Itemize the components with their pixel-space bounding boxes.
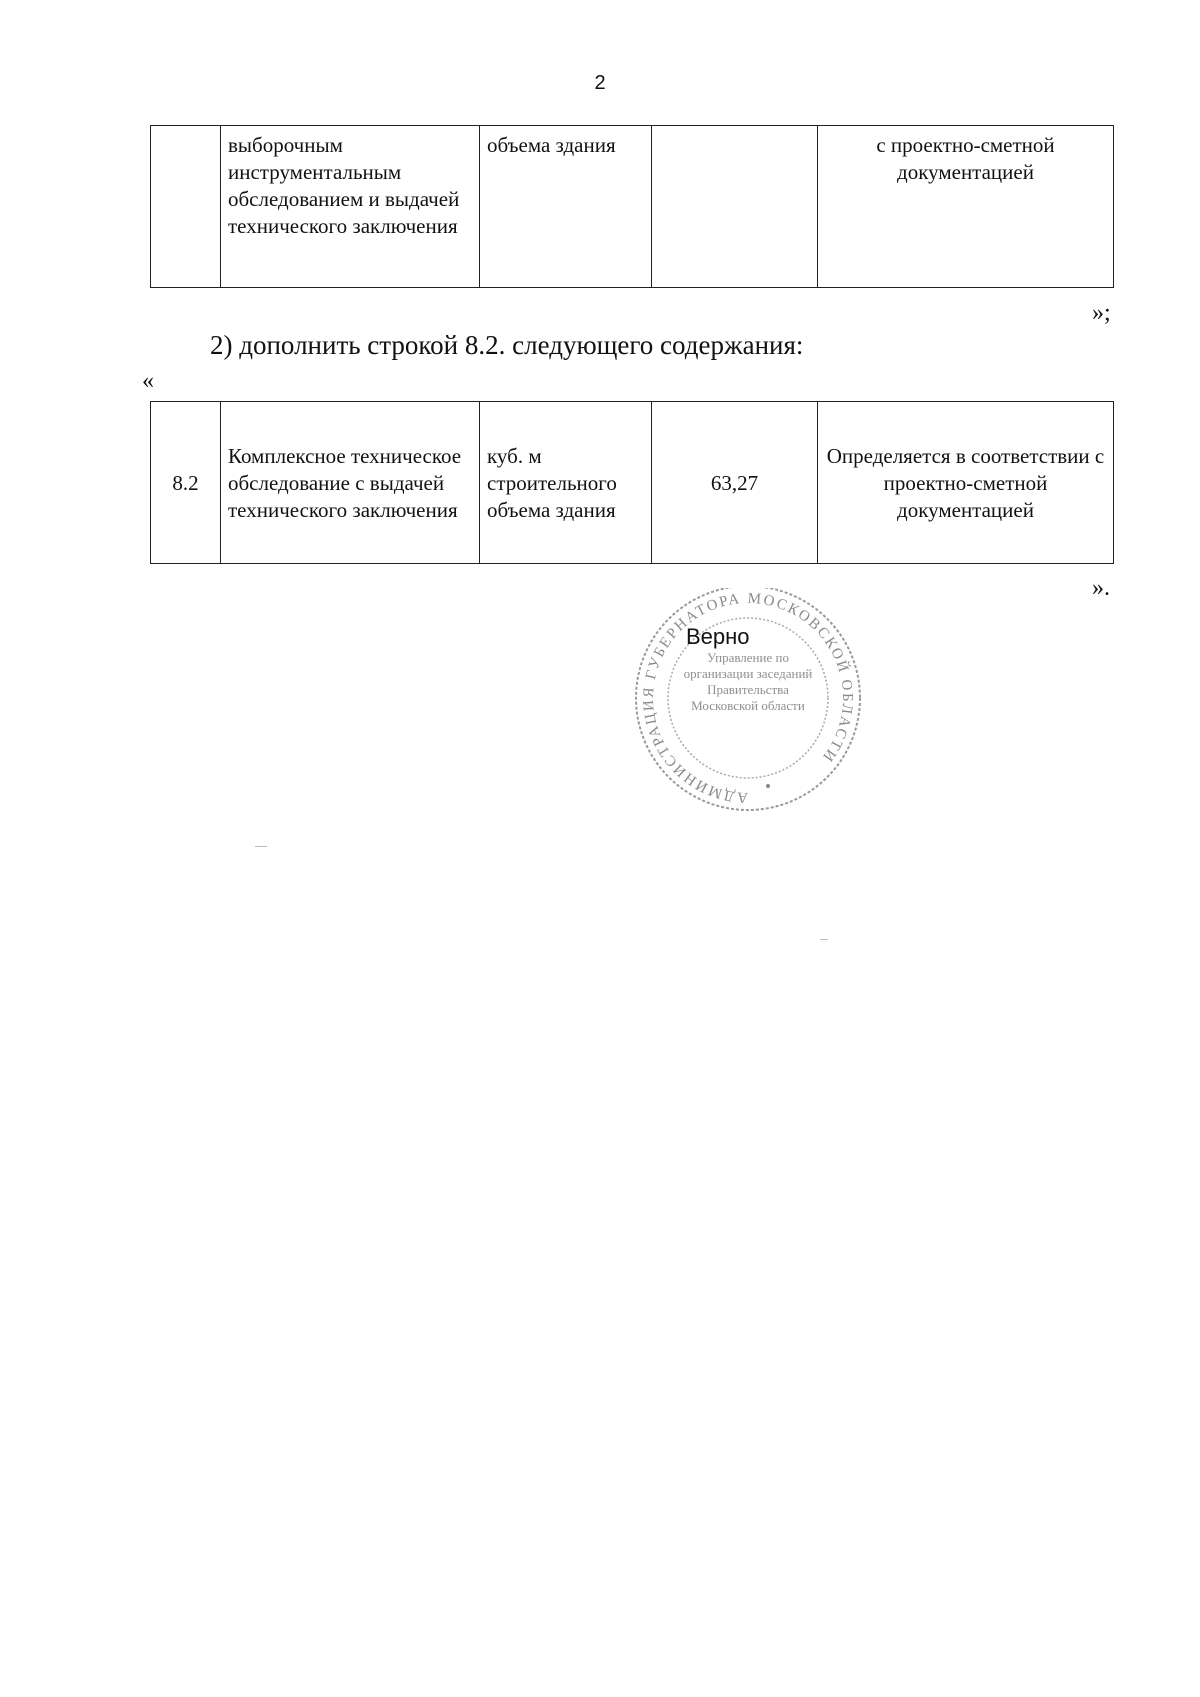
cell-number <box>151 126 221 288</box>
stamp-ring-text: АДМИНИСТРАЦИЯ ГУБЕРНАТОРА МОСКОВСКОЙ ОБЛАСТИ <box>640 590 856 806</box>
closing-quote: ». <box>1092 575 1110 601</box>
official-stamp <box>618 588 878 828</box>
table-new-row <box>150 401 1114 564</box>
cell-unit: объема здания <box>480 126 652 288</box>
cell-note: с проектно-сметной документацией <box>818 126 1114 288</box>
table-row <box>151 402 1114 564</box>
closing-quote: »; <box>1092 300 1111 326</box>
cell-note: Определяется в соответствии с проектно-сметной документацией <box>818 402 1114 564</box>
stamp-inner-text: Управление по организации заседаний Правительства Московской области <box>683 650 813 713</box>
cell-unit: куб. м строительного объема здания <box>480 402 652 564</box>
scan-artifact <box>255 846 267 847</box>
cell-name: Комплексное техническое обследование с выдачей технического заключения <box>221 402 480 564</box>
instruction-text: 2) дополнить строкой 8.2. следующего содержания: <box>210 330 804 360</box>
table-continuation <box>150 125 1114 288</box>
cell-value: 63,27 <box>652 402 818 564</box>
table-row <box>151 126 1114 288</box>
page-number: 2 <box>594 72 606 94</box>
stamp-verified-label: Верно <box>686 624 750 649</box>
opening-quote: « <box>142 368 154 394</box>
scan-artifact <box>820 939 828 940</box>
cell-value <box>652 126 818 288</box>
cell-number: 8.2 <box>151 402 221 564</box>
cell-name: выборочным инструментальным обследованием и выдачей технического заключения <box>221 126 480 288</box>
